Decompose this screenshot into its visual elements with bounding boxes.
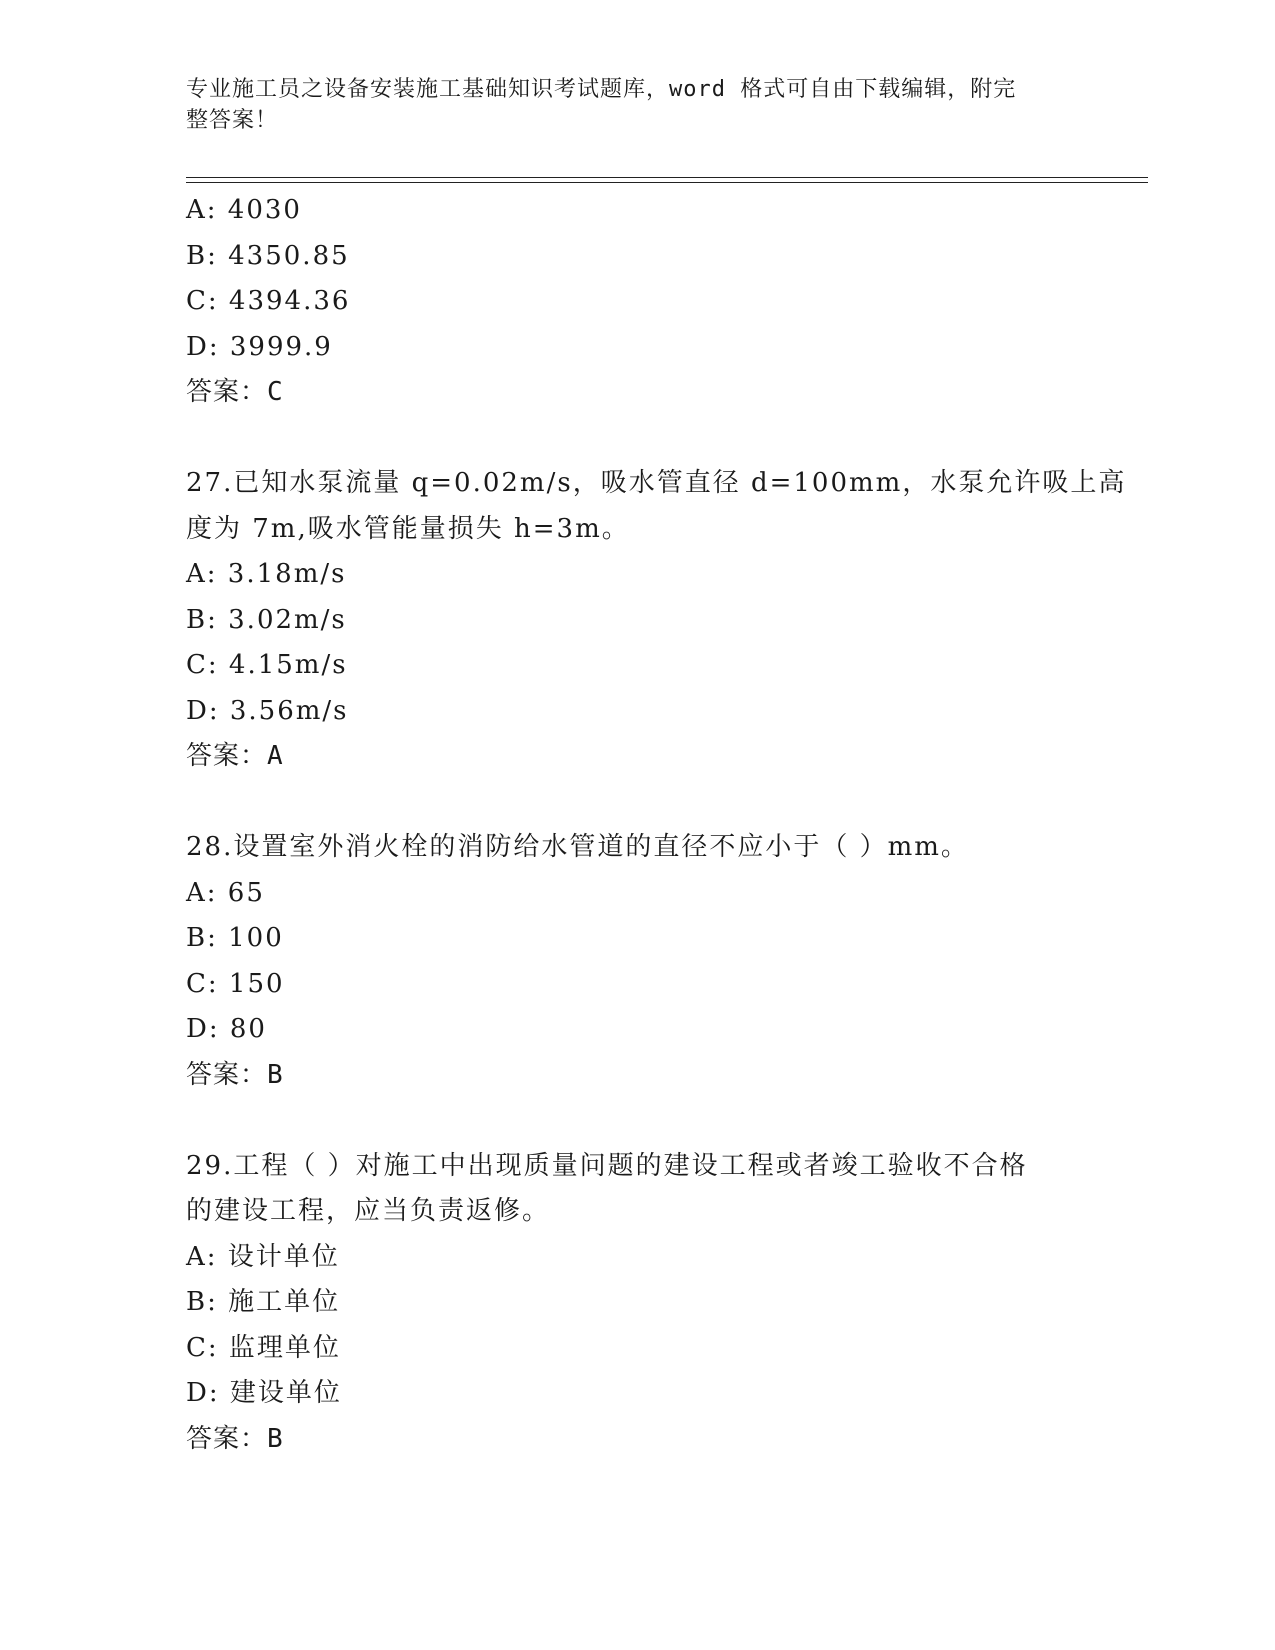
- question-stem-continued: 的建设工程，应当负责返修。: [186, 1196, 551, 1226]
- question-27: [186, 461, 1127, 780]
- option-c: C: 4394.36: [186, 286, 351, 316]
- header-rule-top: [186, 177, 1148, 178]
- option-b: B: 100: [186, 923, 284, 953]
- question-26: [186, 188, 1086, 416]
- option-c: C: 150: [186, 968, 285, 999]
- question-28: [186, 825, 1086, 1098]
- question-spacer: [186, 1098, 1086, 1144]
- option-d: D: 3999.9: [186, 331, 333, 362]
- option-a: A: 65: [186, 877, 265, 908]
- answer-line: 答案：A: [186, 741, 284, 771]
- option-d: D: 建设单位: [186, 1378, 342, 1408]
- question-stem: 27.已知水泵流量 q=0.02m/s，吸水管直径 d=100mm，水泵允许吸上高: [186, 468, 1127, 498]
- option-a: A: 3.18m/s: [186, 559, 347, 589]
- option-a: A: 设计单位: [186, 1241, 340, 1272]
- header-rule-bottom: [186, 182, 1148, 183]
- option-d: D: 80: [186, 1014, 267, 1044]
- question-list: [186, 188, 1127, 1462]
- option-c: C: 监理单位: [186, 1332, 341, 1363]
- question-stem: 29.工程（ ）对施工中出现质量问题的建设工程或者竣工验收不合格: [186, 1150, 1028, 1181]
- option-c: C: 4.15m/s: [186, 650, 348, 680]
- answer-line: 答案：B: [186, 1423, 284, 1454]
- option-a: A: 4030: [186, 195, 302, 225]
- question-spacer: [186, 416, 1086, 462]
- option-b: B: 4350.85: [186, 240, 350, 271]
- header-title-line-2: 整答案！: [186, 108, 279, 133]
- answer-line: 答案：C: [186, 377, 284, 407]
- question-stem: 28.设置室外消火栓的消防给水管道的直径不应小于（ ）mm。: [186, 832, 969, 862]
- question-spacer: [186, 780, 1086, 826]
- question-stem-continued: 度为 7m,吸水管能量损失 h=3m。: [186, 513, 630, 544]
- option-d: D: 3.56m/s: [186, 695, 349, 726]
- header-title-line-1: 专业施工员之设备安装施工基础知识考试题库，word 格式可自由下载编辑，附完: [186, 77, 1017, 102]
- document-header: [186, 74, 1066, 136]
- option-b: B: 3.02m/s: [186, 604, 347, 635]
- answer-line: 答案：B: [186, 1059, 284, 1090]
- question-29: [186, 1144, 1086, 1463]
- option-b: B: 施工单位: [186, 1287, 341, 1317]
